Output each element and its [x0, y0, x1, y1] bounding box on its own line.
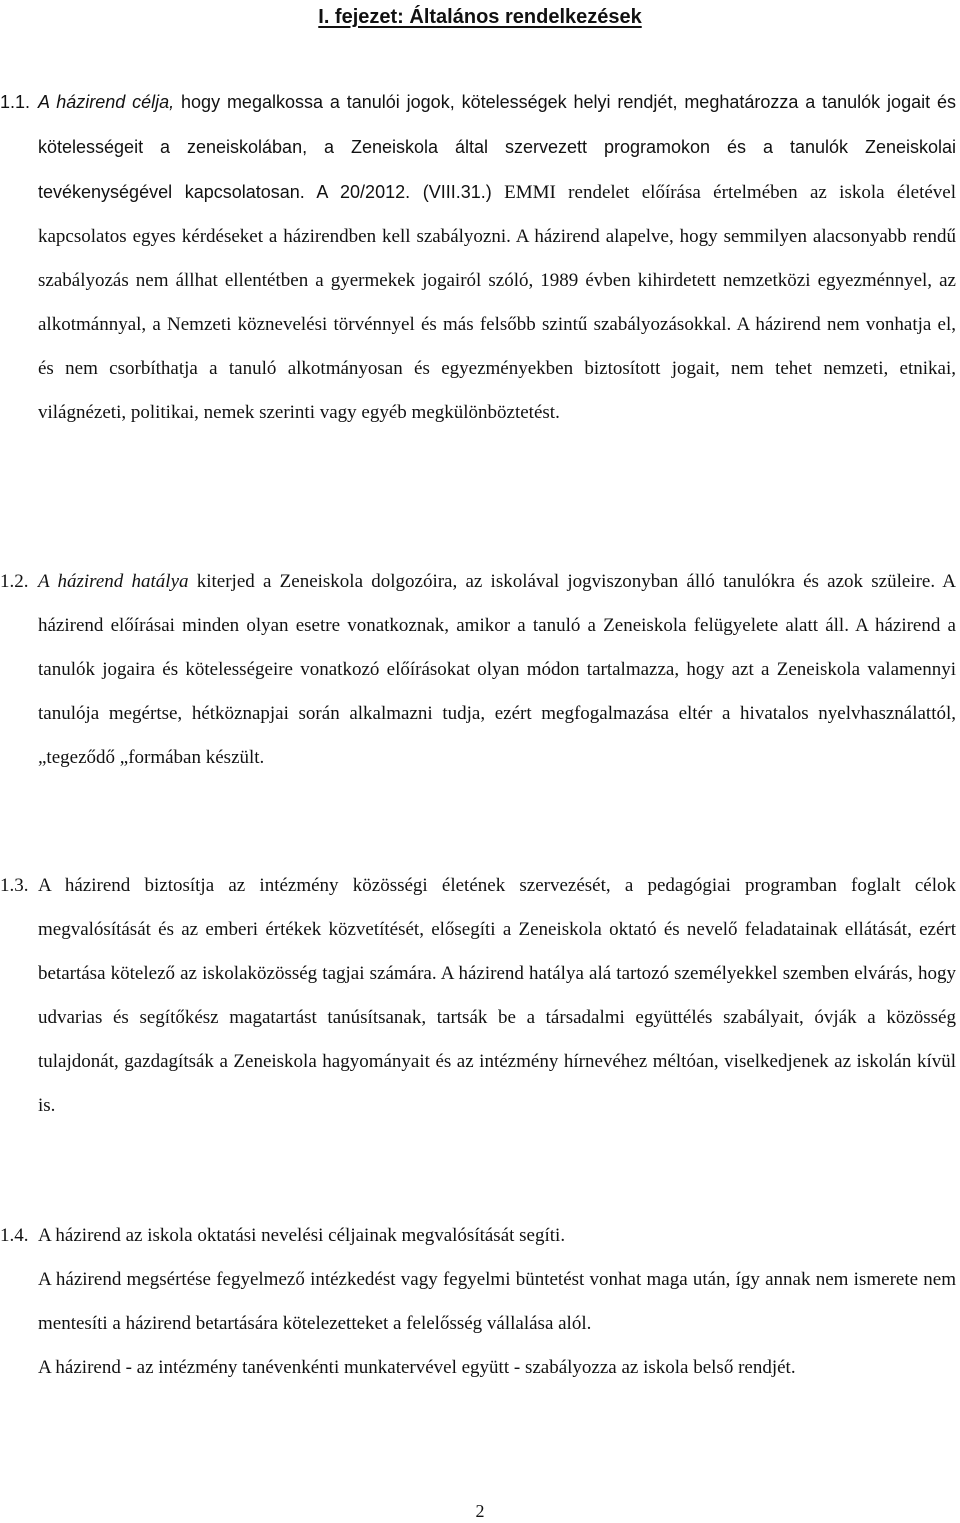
section-number: 1.1. — [0, 92, 31, 112]
section-text-part: A házirend alapelve, hogy semmilyen alacsonyabb rendű szabályozás nem állhat ellentétben a gyermekek jogairól szóló, 1989 évben kihirdetett nemzetközi egyezménnyel, az alkotmánnyal, a Nemzeti köznevelési törvénnyel és más felsőbb szintű szabályozásokkal. A házirend nem vonhatja el, és nem csorbíthatja a tanuló alkotmányosan és egyezményekben biztosított jogait, nem tehet nemzeti, etnikai, világnézeti, politikai, nemek szerinti vagy egyéb megkülönböztetést. — [38, 226, 956, 423]
section-paragraph — [0, 560, 956, 780]
section-1-3 — [0, 864, 956, 1128]
page-number: 2 — [475, 1501, 485, 1521]
chapter-title-text: I. fejezet: Általános rendelkezések — [318, 6, 642, 28]
chapter-title — [0, 4, 960, 30]
section-paragraph — [0, 80, 956, 435]
section-emphasis: A házirend hatálya — [38, 571, 189, 592]
section-number: 1.2. — [0, 571, 29, 592]
section-text: A házirend az iskola oktatási nevelési céljainak megvalósítását segíti. — [38, 1225, 566, 1246]
section-paragraph — [0, 864, 956, 1128]
section-paragraph: A házirend - az intézmény tanévenkénti munkatervével együtt - szabályozza az iskola belső rendjét. — [38, 1357, 796, 1378]
section-paragraph: A házirend megsértése fegyelmező intézkedést vagy fegyelmi büntetést vonhat maga után, így annak nem ismerete nem mentesíti a házirend betartására kötelezetteket a felelősség vállalása alól. — [38, 1269, 956, 1334]
section-1-2 — [0, 560, 956, 780]
section-text-part: EMMI rendelet előírása értelmében az iskola életével kapcsolatos egyes kérdéseket a házirendben kell szabályozni. — [38, 182, 956, 247]
section-text-part: szervezett programokon és a tanulók Zeneiskolai tevékenységével kapcsolatosan. A 20/2012. (VIII.31.) — [38, 137, 956, 202]
section-paragraph — [0, 1214, 956, 1258]
section-1-4 — [0, 1214, 956, 1390]
section-text: kiterjed a Zeneiskola dolgozóira, az iskolával jogviszonyban álló tanulókra és azok szüleire. A házirend előírásai minden olyan esetre vonatkoznak, amikor a tanuló a Zeneiskola felügyelete alatt áll. A házirend a tanulók jogaira és kötelességeire vonatkozó előírásokat olyan módon tartalmazza, hogy azt a Zeneiskola valamennyi tanulója megértse, hétköznapjai során alkalmazni tudja, ezért megfogalmazása eltér a hivatalos nyelvhasználattól, „tegeződő „formában készült. — [38, 571, 956, 768]
section-emphasis: A házirend célja, — [38, 92, 175, 112]
section-number: 1.3. — [0, 875, 29, 896]
section-text: A házirend biztosítja az intézmény közösségi életének szervezését, a pedagógiai programban foglalt célok megvalósítását és az emberi értékek közvetítését, elősegíti a Zeneiskola oktató és nevelő feladatainak ellátását, ezért betartása kötelező az iskolaközösség tagjai számára. A házirend hatálya alá tartozó személyekkel szemben elvárás, hogy udvarias és segítőkész magatartást tanúsítsanak, tartsák be a társadalmi együttélés szabályait, óvják a közösség tulajdonát, gazdagítsák a Zeneiskola hagyományait és az intézmény hírnevéhez méltóan, viselkedjenek az iskolán kívül is. — [38, 875, 956, 1116]
section-1-1 — [0, 80, 956, 435]
section-number: 1.4. — [0, 1225, 29, 1246]
section-text-part: hogy megalkossa a tanulói jogok, kötelességek helyi rendjét, meghatározza a tanulók jogait és kötelességeit a zeneiskolában, a Zeneiskola által — [38, 92, 956, 157]
